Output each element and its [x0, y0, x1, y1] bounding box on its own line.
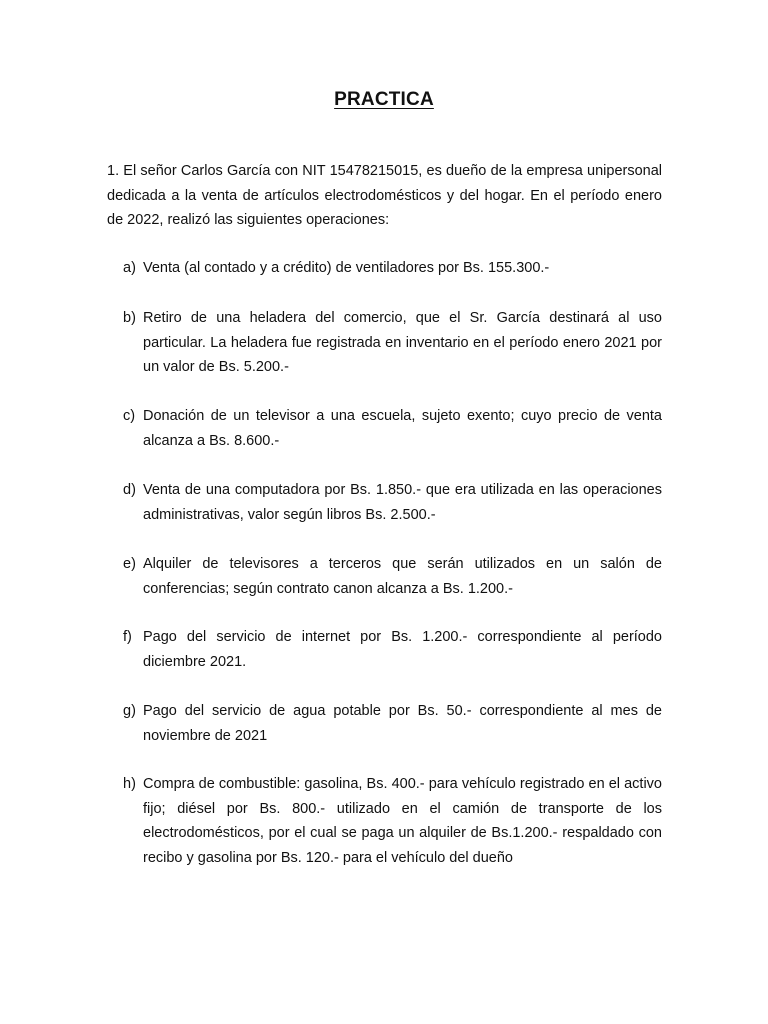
list-item	[107, 552, 662, 601]
item-text: Pago del servicio de agua potable por Bs. 50.- correspondiente al mes de noviembre de 2021	[143, 703, 662, 744]
page-title: PRACTICA	[334, 89, 434, 110]
item-marker: b)	[123, 310, 136, 326]
list-item	[107, 256, 662, 281]
item-text: Venta (al contado y a crédito) de ventiladores por Bs. 155.300.-	[143, 260, 550, 276]
intro-paragraph: 1. El señor Carlos García con NIT 15478215015, es dueño de la empresa unipersonal dedicada a la venta de artículos electrodomésticos y del hogar. En el período enero de 2022, realizó las siguientes operaciones:	[107, 163, 662, 228]
item-marker: c)	[123, 408, 136, 424]
item-text: Pago del servicio de internet por Bs. 1.200.- correspondiente al período diciembre 2021.	[143, 629, 662, 670]
list-item	[107, 404, 662, 453]
list-item	[107, 772, 662, 870]
item-text: Donación de un televisor a una escuela, sujeto exento; cuyo precio de venta alcanza a Bs. 8.600.-	[143, 408, 662, 449]
item-text: Venta de una computadora por Bs. 1.850.- que era utilizada en las operaciones administrativas, valor según libros Bs. 2.500.-	[143, 482, 662, 523]
list-item	[107, 699, 662, 748]
list-item	[107, 306, 662, 380]
item-marker: f)	[123, 629, 132, 645]
list-item	[107, 625, 662, 674]
item-marker: e)	[123, 556, 136, 572]
item-text: Compra de combustible: gasolina, Bs. 400.- para vehículo registrado en el activo fijo; diésel por Bs. 800.- utilizado en el camión de transporte de los electrodomésticos, por el cual se paga un alquiler de Bs.1.200.- respaldado con recibo y gasolina por Bs. 120.- para el vehículo del dueño	[143, 776, 662, 866]
item-text: Retiro de una heladera del comercio, que el Sr. García destinará al uso particular. La heladera fue registrada en inventario en el período enero 2021 por un valor de Bs. 5.200.-	[143, 310, 662, 375]
list-item	[107, 478, 662, 527]
item-marker: a)	[123, 260, 136, 276]
item-marker: g)	[123, 703, 136, 719]
item-marker: h)	[123, 776, 136, 792]
item-text: Alquiler de televisores a terceros que serán utilizados en un salón de conferencias; según contrato canon alcanza a Bs. 1.200.-	[143, 556, 662, 597]
item-marker: d)	[123, 482, 136, 498]
